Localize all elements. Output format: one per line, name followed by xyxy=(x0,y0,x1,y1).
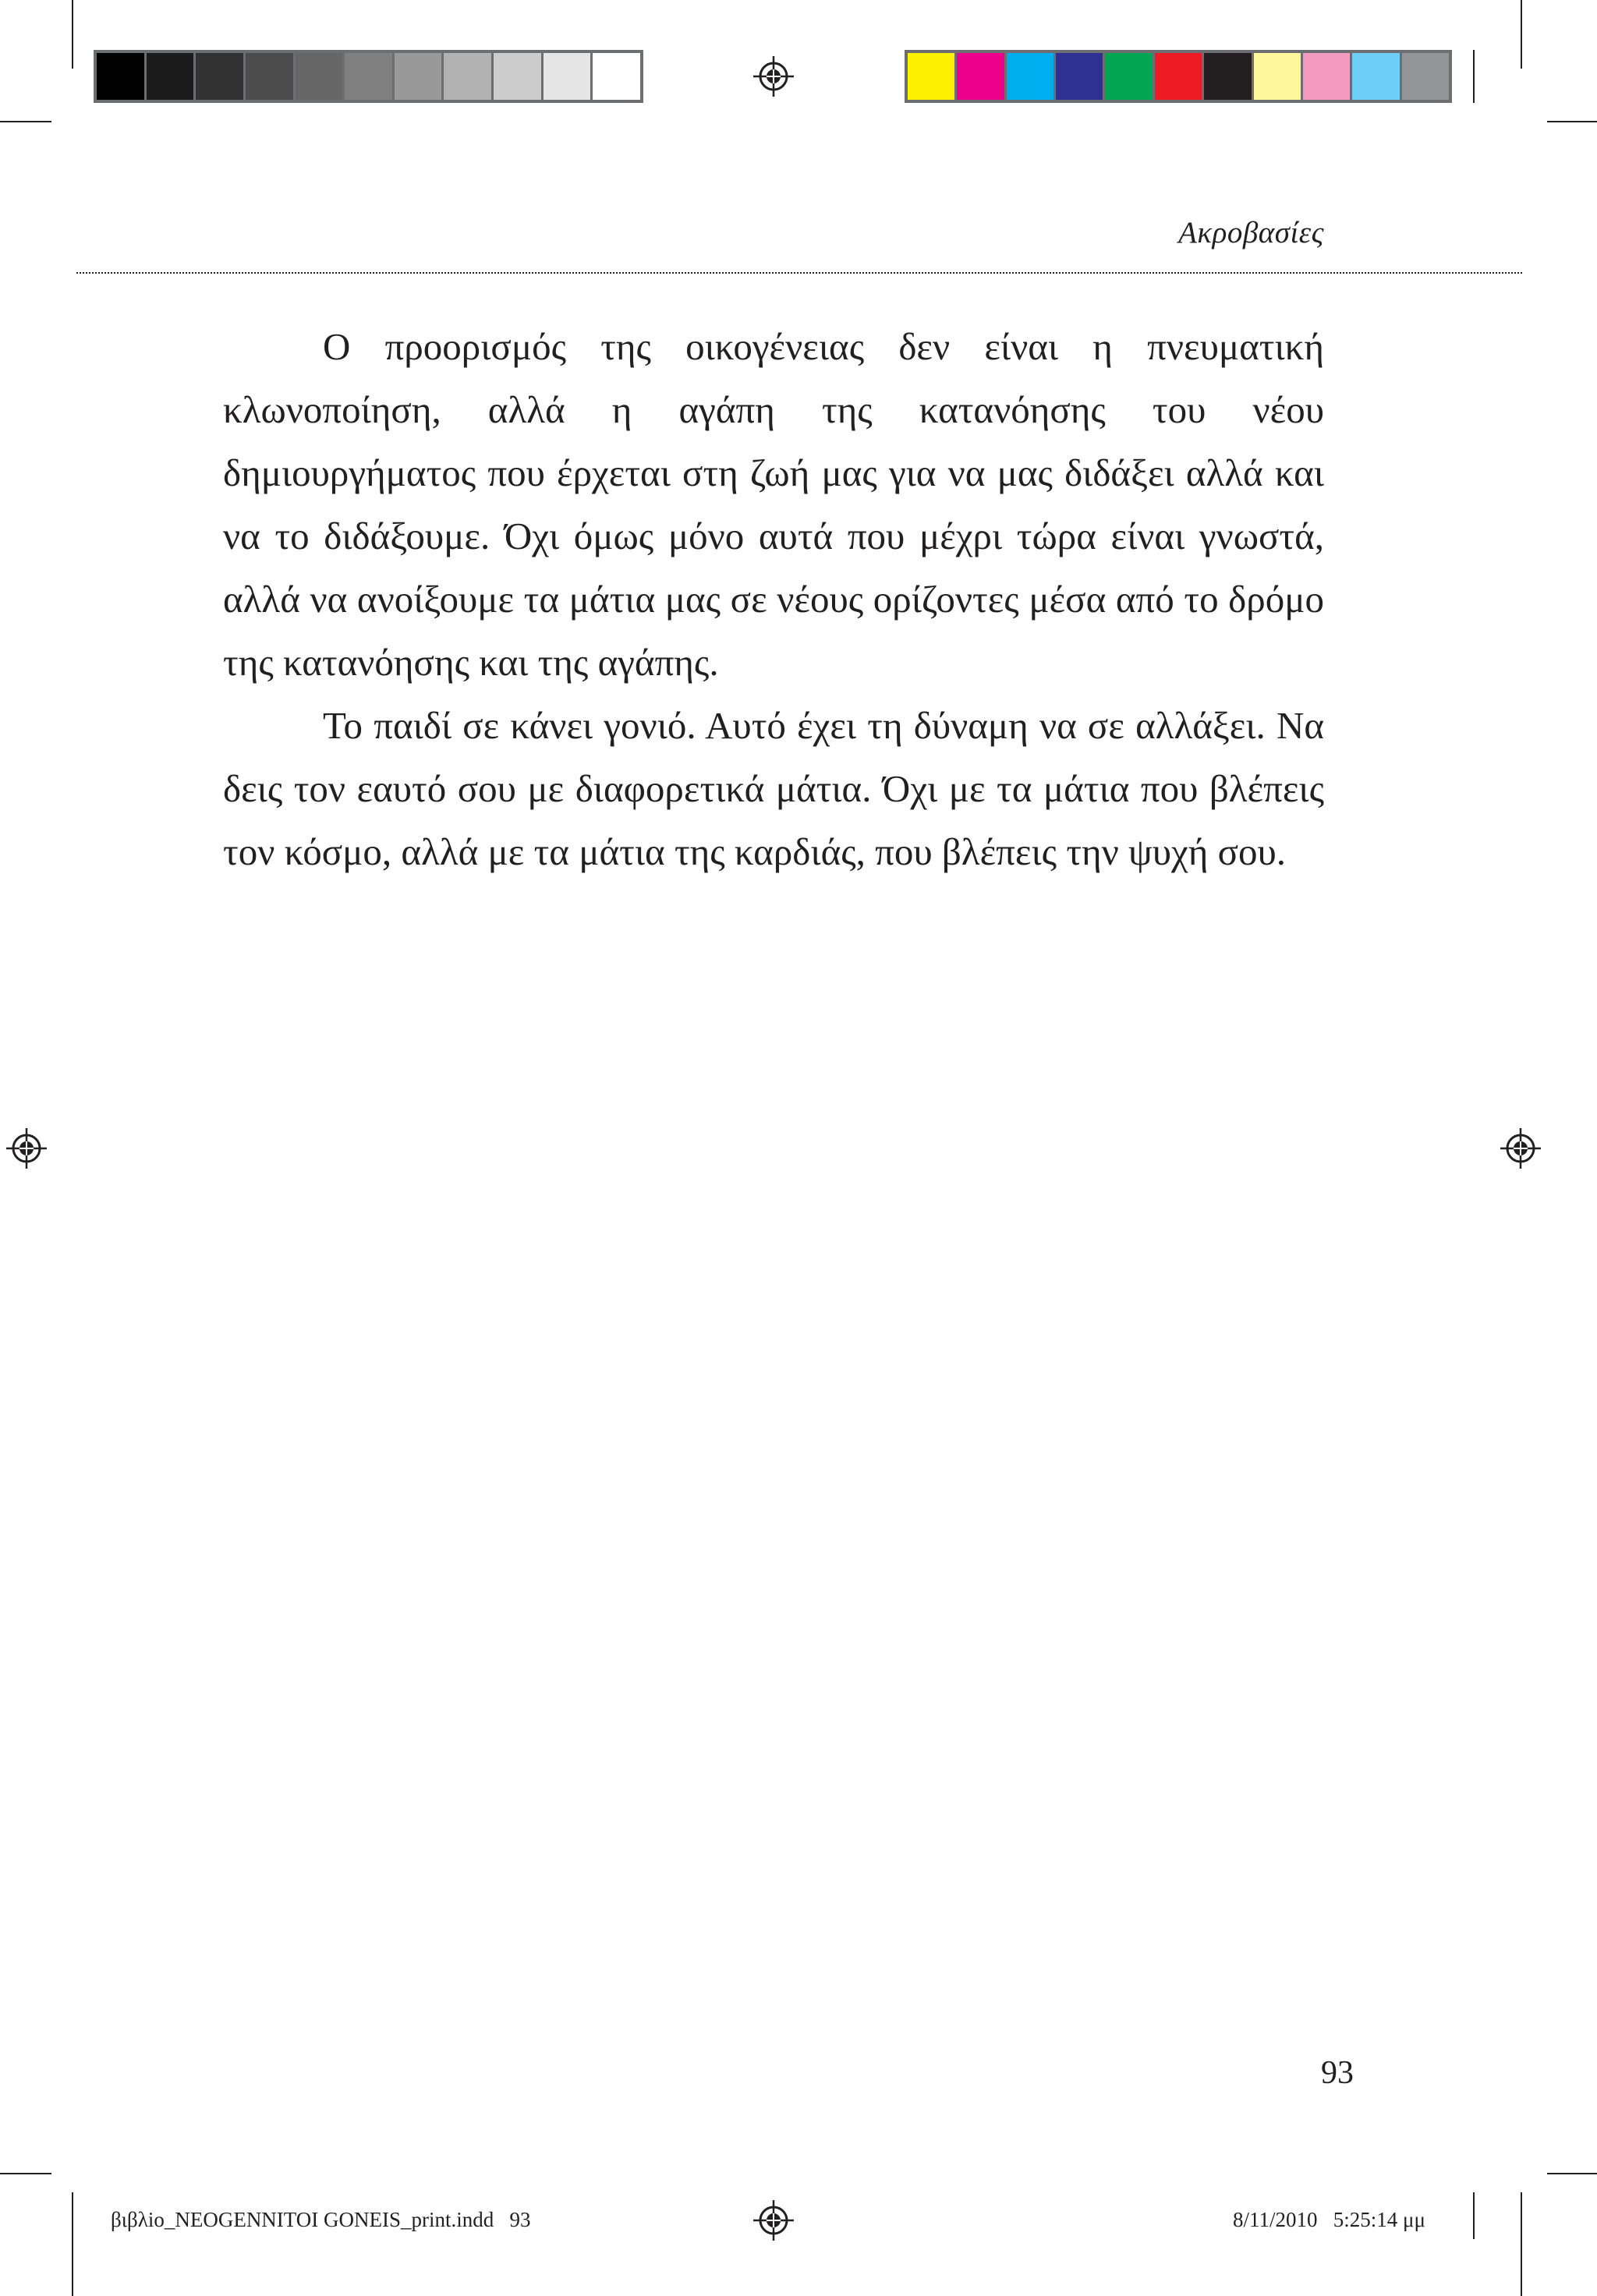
color-swatch xyxy=(1402,53,1449,100)
color-swatch xyxy=(444,53,494,100)
color-swatch xyxy=(957,53,1006,100)
color-swatch xyxy=(395,53,444,100)
slug-file-name: βιβλio_NEOGENNITOI GONEIS_print.indd 93 xyxy=(111,2208,531,2231)
color-swatch xyxy=(246,53,296,100)
color-swatch xyxy=(1254,53,1303,100)
color-swatch xyxy=(296,53,345,100)
color-swatch xyxy=(1303,53,1352,100)
color-swatch xyxy=(196,53,246,100)
paragraph: Το παιδί σε κάνει γονιό. Αυτό έχει τη δύναμη να σε αλλάξει. Να δεις τον εαυτό σου με διαφορετικά μάτια. Όχι με τα μάτια που βλέπεις τον κόσμο, αλλά με τα μάτια της καρδιάς, που βλέπεις την ψυχή σου. xyxy=(223,704,1324,873)
crop-mark xyxy=(72,2192,73,2296)
registration-crosshair-icon xyxy=(753,2200,794,2241)
color-swatch xyxy=(593,53,640,100)
registration-crosshair-icon xyxy=(753,56,794,97)
registration-crosshair-icon xyxy=(1500,1128,1541,1169)
color-swatch xyxy=(147,53,197,100)
crop-mark xyxy=(1521,2192,1522,2296)
crop-mark xyxy=(0,2173,51,2174)
slug-timestamp: 8/11/2010 5:25:14 μμ xyxy=(1233,2208,1425,2231)
crop-mark xyxy=(1547,121,1597,122)
color-swatch xyxy=(1056,53,1105,100)
crop-mark xyxy=(1547,2173,1597,2174)
color-swatch xyxy=(1155,53,1204,100)
color-swatch xyxy=(1204,53,1253,100)
color-swatch xyxy=(1352,53,1401,100)
header-rule xyxy=(76,272,1522,274)
color-swatch xyxy=(494,53,544,100)
color-swatch xyxy=(97,53,147,100)
crop-mark xyxy=(1473,50,1475,103)
color-swatch xyxy=(544,53,593,100)
color-swatch xyxy=(345,53,395,100)
registration-crosshair-icon xyxy=(6,1128,47,1169)
grayscale-swatch-bar xyxy=(94,50,643,103)
color-swatch xyxy=(908,53,957,100)
color-swatch-bar xyxy=(905,50,1452,103)
paragraph: Ο προορισμός της οικογένειας δεν είναι η πνευματική κλωνοποίηση, αλλά η αγάπη της κατανόησης του νέου δημιουργήματος που έρχεται στη ζωή μας για να μας διδάξει αλλά και να το διδάξουμε. Όχι όμως μόνο αυτά που μέχρι τώρα είναι γνωστά, αλλά να ανοίξουμε τα μάτια μας σε νέους ορίζοντες μέσα από το δρόμο της κατανόησης και της αγάπης. xyxy=(223,325,1324,684)
body-text xyxy=(223,315,1324,883)
page-number: 93 xyxy=(1321,2055,1354,2091)
crop-mark xyxy=(1473,2192,1475,2239)
color-swatch xyxy=(1105,53,1154,100)
color-swatch xyxy=(1007,53,1056,100)
running-head: Ακροβασίες xyxy=(1178,216,1324,249)
crop-mark xyxy=(0,121,51,122)
crop-mark xyxy=(1521,0,1522,69)
crop-mark xyxy=(72,0,73,69)
